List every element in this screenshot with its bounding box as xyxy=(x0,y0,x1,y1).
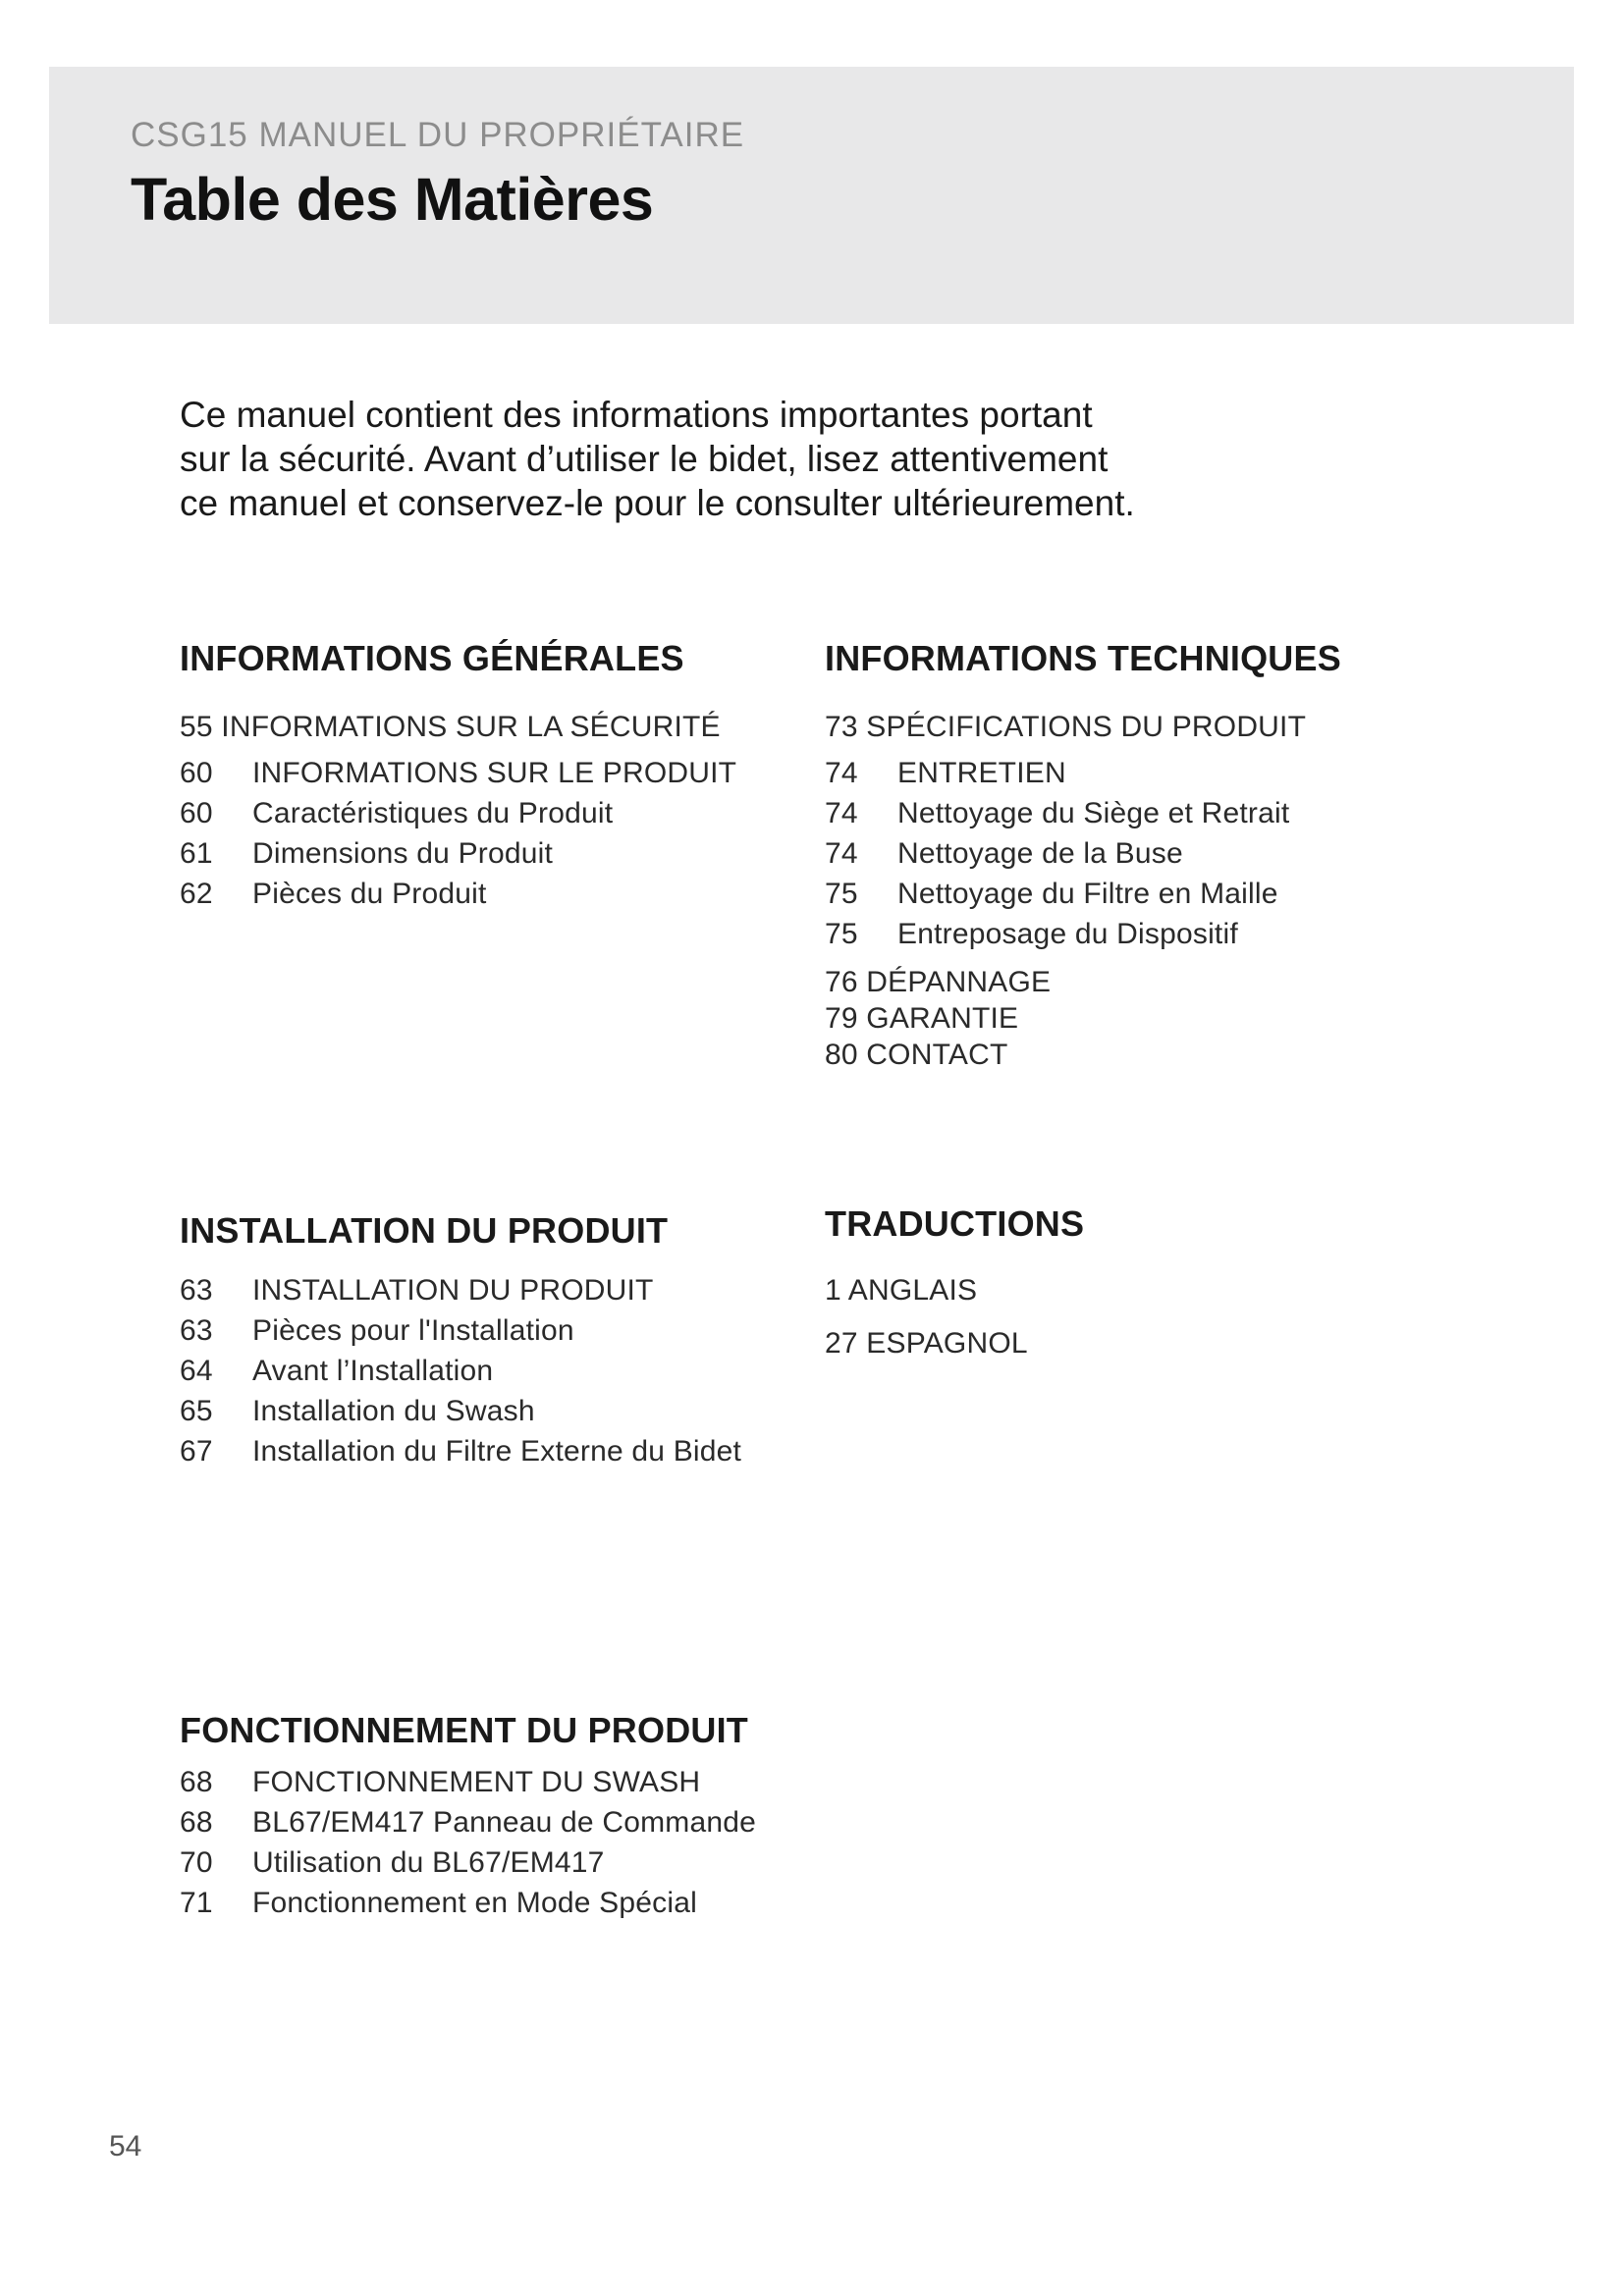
toc-extra-item[interactable]: 76 DÉPANNAGE xyxy=(825,966,1052,998)
section-installation xyxy=(180,1210,741,1471)
toc-page-number: 68 xyxy=(180,1806,213,1839)
toc-label: Utilisation du BL67/EM417 xyxy=(252,1846,605,1879)
toc-page-number: 68 xyxy=(180,1766,213,1798)
toc-page-number: 64 xyxy=(180,1355,213,1387)
toc-entry-list xyxy=(180,1762,756,1923)
section-title: TRADUCTIONS xyxy=(825,1203,1085,1244)
toc-label: BL67/EM417 Panneau de Commande xyxy=(252,1806,757,1839)
toc-entry[interactable] xyxy=(180,793,736,833)
toc-entry[interactable] xyxy=(180,1351,741,1391)
toc-entry[interactable] xyxy=(180,753,736,793)
toc-page-number: 63 xyxy=(180,1314,213,1347)
toc-page-number: 75 xyxy=(825,878,858,910)
toc-page-number: 74 xyxy=(825,797,858,829)
page-title: Table des Matières xyxy=(131,166,654,233)
section-technical xyxy=(825,638,1341,1073)
toc-entry[interactable] xyxy=(825,874,1341,914)
manual-subtitle: CSG15 MANUEL DU PROPRIÉTAIRE xyxy=(131,116,745,154)
toc-page-number: 71 xyxy=(180,1887,213,1919)
toc-page-number: 61 xyxy=(180,837,213,870)
toc-lead-item[interactable]: 73 SPÉCIFICATIONS DU PRODUIT xyxy=(825,711,1307,743)
toc-page-number: 60 xyxy=(180,757,213,789)
toc-label: Pièces pour l'Installation xyxy=(252,1314,574,1347)
section-title: INFORMATIONS GÉNÉRALES xyxy=(180,638,684,678)
toc-entry-list xyxy=(825,753,1341,954)
toc-page-number: 75 xyxy=(825,918,858,950)
toc-entry[interactable] xyxy=(180,1391,741,1431)
toc-label: FONCTIONNEMENT DU SWASH xyxy=(252,1766,701,1798)
section-translations xyxy=(825,1203,1084,1361)
section-title: FONCTIONNEMENT DU PRODUIT xyxy=(180,1710,748,1750)
toc-translation-item[interactable]: 27 ESPAGNOL xyxy=(825,1327,1028,1360)
toc-label: Installation du Filtre Externe du Bidet xyxy=(252,1435,742,1468)
toc-entry[interactable] xyxy=(180,1802,756,1842)
toc-lead-item[interactable]: 55 INFORMATIONS SUR LA SÉCURITÉ xyxy=(180,711,721,743)
toc-entry[interactable] xyxy=(180,874,736,914)
toc-entry[interactable] xyxy=(825,914,1341,954)
toc-label: Fonctionnement en Mode Spécial xyxy=(252,1887,697,1919)
toc-label: Entreposage du Dispositif xyxy=(897,918,1238,950)
toc-entry[interactable] xyxy=(180,1762,756,1802)
toc-page-number: 67 xyxy=(180,1435,213,1468)
toc-entry-list xyxy=(180,1270,741,1471)
section-title: INSTALLATION DU PRODUIT xyxy=(180,1210,669,1251)
toc-label: ENTRETIEN xyxy=(897,757,1066,789)
toc-entry[interactable] xyxy=(825,753,1341,793)
section-operation xyxy=(180,1710,756,1923)
toc-entry[interactable] xyxy=(180,1842,756,1883)
toc-entry-list xyxy=(180,753,736,914)
intro-line: Ce manuel contient des informations importantes portant xyxy=(180,395,1093,435)
toc-label: Pièces du Produit xyxy=(252,878,487,910)
toc-entry[interactable] xyxy=(825,833,1341,874)
section-general xyxy=(180,638,736,914)
toc-entry[interactable] xyxy=(180,833,736,874)
toc-entry[interactable] xyxy=(180,1310,741,1351)
intro-paragraph xyxy=(180,393,1260,525)
toc-entry[interactable] xyxy=(180,1431,741,1471)
toc-extra-item[interactable]: 79 GARANTIE xyxy=(825,1002,1019,1035)
toc-label: Nettoyage de la Buse xyxy=(897,837,1183,870)
toc-page-number: 60 xyxy=(180,797,213,829)
intro-line: sur la sécurité. Avant d’utiliser le bidet, lisez attentivement xyxy=(180,439,1109,479)
toc-page-number: 70 xyxy=(180,1846,213,1879)
page-number: 54 xyxy=(109,2130,142,2163)
toc-entry[interactable] xyxy=(180,1270,741,1310)
toc-label: INFORMATIONS SUR LE PRODUIT xyxy=(252,757,737,789)
toc-label: Installation du Swash xyxy=(252,1395,535,1427)
section-title: INFORMATIONS TECHNIQUES xyxy=(825,638,1341,678)
toc-label: INSTALLATION DU PRODUIT xyxy=(252,1274,654,1307)
toc-extra-list xyxy=(825,964,1341,1073)
toc-entry[interactable] xyxy=(825,793,1341,833)
toc-label: Avant l’Installation xyxy=(252,1355,494,1387)
toc-extra-item[interactable]: 80 CONTACT xyxy=(825,1039,1008,1071)
toc-page-number: 74 xyxy=(825,757,858,789)
toc-page-number: 74 xyxy=(825,837,858,870)
toc-label: Nettoyage du Siège et Retrait xyxy=(897,797,1290,829)
toc-label: Caractéristiques du Produit xyxy=(252,797,614,829)
toc-page-number: 62 xyxy=(180,878,213,910)
toc-page-number: 63 xyxy=(180,1274,213,1307)
toc-label: Dimensions du Produit xyxy=(252,837,554,870)
toc-label: Nettoyage du Filtre en Maille xyxy=(897,878,1278,910)
intro-line: ce manuel et conservez-le pour le consulter ultérieurement. xyxy=(180,483,1135,523)
toc-page-number: 65 xyxy=(180,1395,213,1427)
toc-translation-item[interactable]: 1 ANGLAIS xyxy=(825,1274,978,1307)
toc-entry[interactable] xyxy=(180,1883,756,1923)
